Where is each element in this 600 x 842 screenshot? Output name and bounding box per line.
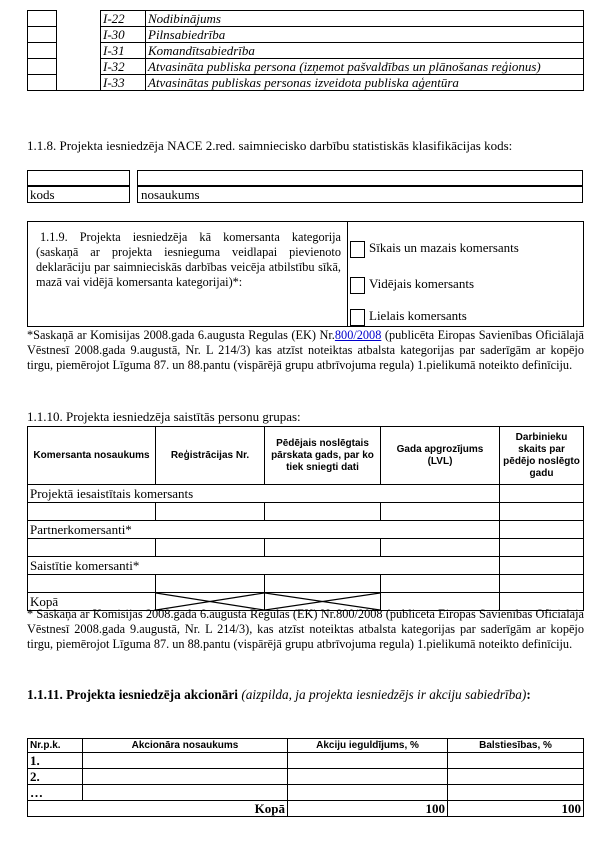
checkbox-icon[interactable] <box>350 241 365 258</box>
groups-table <box>27 426 584 611</box>
table-header-row <box>28 427 584 485</box>
table-row <box>28 43 584 59</box>
section-row <box>28 521 584 539</box>
table-cell[interactable] <box>288 769 448 785</box>
category-options <box>348 221 584 327</box>
entity-code: I-31 <box>101 43 146 59</box>
table-cell[interactable] <box>500 539 584 557</box>
col-nr: Nr.p.k. <box>28 739 83 753</box>
checkbox-icon[interactable] <box>350 309 365 326</box>
section-label: Partnerkomersanti* <box>28 521 500 539</box>
table-row <box>28 539 584 557</box>
table-cell[interactable] <box>83 769 288 785</box>
table-row <box>28 769 584 785</box>
col-last-year: Pēdējais noslēgtais pārskata gads, par ko tiek sniegti dati <box>265 427 381 485</box>
table-cell[interactable] <box>288 785 448 801</box>
option-label: Sīkais un mazais komersants <box>369 240 519 255</box>
shareholders-heading <box>27 686 584 703</box>
row-number: … <box>28 785 83 801</box>
table-cell[interactable] <box>381 539 500 557</box>
col-votes: Balstiesības, % <box>448 739 584 753</box>
entity-code: I-32 <box>101 59 146 75</box>
table-cell[interactable] <box>83 753 288 769</box>
section-label: Projektā iesaistītais komersants <box>28 485 500 503</box>
table-row <box>28 503 584 521</box>
table-cell[interactable] <box>500 521 584 539</box>
option-label: Lielais komersants <box>369 308 467 323</box>
entity-checkbox[interactable] <box>28 11 57 27</box>
table-row <box>28 59 584 75</box>
entity-name: Pilnsabiedrība <box>146 27 584 43</box>
total-row <box>28 801 584 817</box>
footnote-text: (publicēta Eiropas Savienības Oficiālajā Vēstnesī 2008.gada 9.augustā, Nr. L 214/3) kas atzīst noteiktas atbalsta kategorijas par saderīgām ar kopējo tirgu, piemērojot Līguma 87. un 88.pantu (vispārējā grupu atbrīvojuma regula) 1.pielikumā noteikto definīciju. <box>27 328 584 372</box>
entity-checkbox[interactable] <box>28 75 57 91</box>
total-label: Kopā <box>83 801 288 817</box>
table-cell[interactable] <box>500 557 584 575</box>
col-turnover: Gada apgrozījums (LVL) <box>381 427 500 485</box>
option-medium[interactable] <box>350 276 474 294</box>
entity-name: Atvasinātas publiskas personas izveidota publiska aģentūra <box>146 75 584 91</box>
table-cell[interactable] <box>265 539 381 557</box>
table-cell[interactable] <box>265 575 381 593</box>
entity-code: I-22 <box>101 11 146 27</box>
table-cell[interactable] <box>448 769 584 785</box>
groups-heading: 1.1.10. Projekta iesniedzēja saistītās personu grupas: <box>27 409 301 424</box>
col-company-name: Komersanta nosaukums <box>28 427 156 485</box>
option-large[interactable] <box>350 308 467 326</box>
total-label: Kopā <box>28 593 156 611</box>
table-cell[interactable] <box>83 785 288 801</box>
col-reg-nr: Reģistrācijas Nr. <box>156 427 265 485</box>
entity-type-table <box>27 10 584 91</box>
regulation-link[interactable]: 800/2008 <box>334 328 382 342</box>
row-number: 2. <box>28 769 83 785</box>
footnote-2: * Saskaņā ar Komisijas 2008.gada 6.augusta Regulas (EK) Nr.800/2008 (publicēta Eiropas Savienības Oficiālajā Vēstnesī 2008.gada 9.augustā, Nr. L 214/3), kas atzīst noteiktas atbalsta kategorijas par saderīgām ar kopējo tirgu, piemērojot Līguma 87. un 88.pantu (vispārējā grupu atbrīvojuma regula) 1.pielikumā noteikto definīciju. <box>27 607 584 651</box>
nace-name-field[interactable] <box>137 170 583 186</box>
table-cell[interactable] <box>500 575 584 593</box>
table-cell[interactable] <box>448 785 584 801</box>
table-cell[interactable] <box>156 503 265 521</box>
table-row <box>28 27 584 43</box>
entity-checkbox[interactable] <box>28 43 57 59</box>
category-question: 1.1.9. Projekta iesniedzēja kā komersanta kategorija (saskaņā ar projekta iesnieguma veidlapai pievienoto deklarāciju par saimnieciskās darbības veicēja atbilstību sīkā, mazā vai vidējā komersanta kategorijai)*: <box>36 230 341 289</box>
table-row <box>28 575 584 593</box>
col-shares: Akciju ieguldījums, % <box>288 739 448 753</box>
table-row <box>28 75 584 91</box>
table-row <box>28 785 584 801</box>
footnote-1 <box>27 328 584 373</box>
col-shareholder: Akcionāra nosaukums <box>83 739 288 753</box>
entity-checkbox[interactable] <box>28 59 57 75</box>
section-row <box>28 557 584 575</box>
nace-code-label: kods <box>27 186 130 203</box>
section-row <box>28 485 584 503</box>
option-small[interactable] <box>350 240 519 258</box>
table-cell[interactable] <box>500 503 584 521</box>
option-label: Vidējais komersants <box>369 276 475 291</box>
entity-checkbox[interactable] <box>28 27 57 43</box>
nace-code-field[interactable] <box>27 170 130 186</box>
entity-code: I-33 <box>101 75 146 91</box>
shareholders-table <box>27 738 584 817</box>
total-votes: 100 <box>448 801 584 817</box>
section-colon: : <box>526 687 531 702</box>
entity-code: I-30 <box>101 27 146 43</box>
table-cell[interactable] <box>288 753 448 769</box>
entity-name: Atvasināta publiska persona (izņemot pašvaldības un plānošanas reģionus) <box>146 59 584 75</box>
footnote-text: *Saskaņā ar Komisijas 2008.gada 6.augusta Regulas (EK) Nr. <box>27 328 335 342</box>
entity-name: Komandītsabiedrība <box>146 43 584 59</box>
section-label: Saistītie komersanti* <box>28 557 500 575</box>
entity-name: Nodibinājums <box>146 11 584 27</box>
nace-heading: 1.1.8. Projekta iesniedzēja NACE 2.red. saimniecisko darbību statistiskās klasifikācijas kods: <box>27 138 513 153</box>
table-cell[interactable] <box>448 753 584 769</box>
col-employees: Darbinieku skaits par pēdējo noslēgto gadu <box>500 427 584 485</box>
table-row <box>28 753 584 769</box>
total-shares: 100 <box>288 801 448 817</box>
nace-name-label: nosaukums <box>137 186 583 203</box>
category-box <box>27 221 348 327</box>
table-cell[interactable] <box>381 503 500 521</box>
table-cell[interactable] <box>156 539 265 557</box>
section-note: (aizpilda, ja projekta iesniedzējs ir akciju sabiedrība) <box>241 687 527 702</box>
checkbox-icon[interactable] <box>350 277 365 294</box>
table-cell[interactable] <box>156 575 265 593</box>
table-row <box>28 11 584 27</box>
section-title: 1.1.11. Projekta iesniedzēja akcionāri <box>27 687 239 702</box>
table-header-row <box>28 739 584 753</box>
table-cell[interactable] <box>28 575 156 593</box>
table-cell[interactable] <box>381 575 500 593</box>
table-cell[interactable] <box>265 503 381 521</box>
table-cell[interactable] <box>28 503 156 521</box>
table-cell[interactable] <box>500 485 584 503</box>
table-cell[interactable] <box>28 539 156 557</box>
row-number: 1. <box>28 753 83 769</box>
